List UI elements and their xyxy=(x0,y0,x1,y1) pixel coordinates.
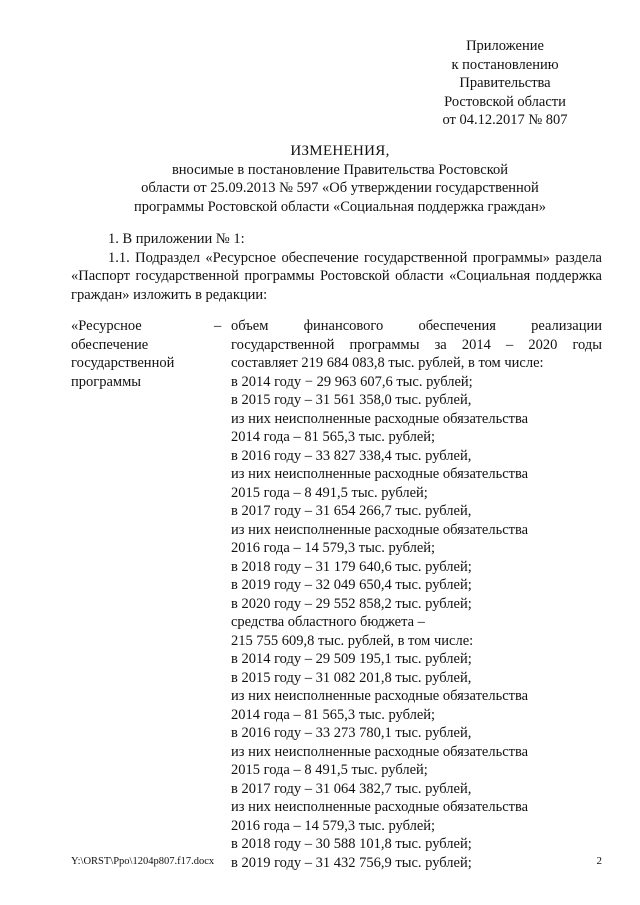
document-heading xyxy=(70,142,610,216)
content-line: государственной программы за 2014 – 2020 годы xyxy=(231,336,602,353)
content-line: в 2016 году – 33 273 780,1 тыс. рублей, xyxy=(231,725,472,741)
appendix-note xyxy=(420,37,590,130)
content-line: из них неисполненные расходные обязательства xyxy=(231,743,529,760)
heading-title: ИЗМЕНЕНИЯ, xyxy=(290,143,390,159)
content-line: объем финансового обеспечения реализации xyxy=(231,318,602,334)
resource-label xyxy=(71,317,201,391)
content-line: 2016 года – 14 579,3 тыс. рублей; xyxy=(231,540,436,556)
content-line: из них неисполненные расходные обязательства xyxy=(231,466,529,482)
heading-line: области от 25.09.2013 № 597 «Об утверждении государственной xyxy=(141,180,539,196)
content-line: из них неисполненные расходные обязательства xyxy=(231,688,529,704)
content-line: в 2017 году – 31 654 266,7 тыс. рублей, xyxy=(231,503,472,519)
content-line: в 2018 году – 31 179 640,6 тыс. рублей; xyxy=(231,558,472,575)
appendix-line: Приложение xyxy=(466,38,544,54)
intro-paragraph-2: 1.1. Подраздел «Ресурсное обеспечение государственной программы» раздела «Паспорт государственной программы Ростовской области «Социальная поддержка граждан» изложить в редакции: xyxy=(71,249,602,303)
content-line: из них неисполненные расходные обязательства xyxy=(231,799,529,815)
appendix-line: от 04.12.2017 № 807 xyxy=(442,112,568,128)
content-line: в 2015 году – 31 082 201,8 тыс. рублей, xyxy=(231,669,472,686)
heading-line: программы Ростовской области «Социальная поддержка граждан» xyxy=(134,198,546,215)
intro-paragraph-1: 1. В приложении № 1: xyxy=(108,231,245,247)
content-line: из них неисполненные расходные обязательства xyxy=(231,521,529,538)
content-line: в 2018 году – 30 588 101,8 тыс. рублей; xyxy=(231,836,472,852)
footer-file-path: Y:\ORST\Ppo\1204p807.f17.docx xyxy=(71,856,215,867)
content-line: в 2015 году – 31 561 358,0 тыс. рублей, xyxy=(231,392,472,408)
content-line: в 2017 году – 31 064 382,7 тыс. рублей, xyxy=(231,780,472,797)
intro-section xyxy=(71,230,602,304)
resource-label-line: обеспечение xyxy=(71,336,149,353)
resource-label-line: «Ресурсное xyxy=(71,318,142,334)
resource-content xyxy=(231,317,602,872)
content-line: в 2019 году – 32 049 650,4 тыс. рублей; xyxy=(231,577,472,593)
appendix-line: Ростовской области xyxy=(444,93,566,110)
content-line: составляет 219 684 083,8 тыс. рублей, в том числе: xyxy=(231,355,544,371)
content-line: 2014 года – 81 565,3 тыс. рублей; xyxy=(231,706,436,723)
resource-label-line: государственной xyxy=(71,355,175,371)
appendix-line: к постановлению xyxy=(451,56,559,73)
content-line: в 2019 году – 31 432 756,9 тыс. рублей; xyxy=(231,854,472,871)
resource-label-line: программы xyxy=(71,373,141,390)
content-line: 2015 года – 8 491,5 тыс. рублей; xyxy=(231,762,428,778)
content-line: в 2014 году − 29 963 607,6 тыс. рублей; xyxy=(231,373,473,390)
content-line: из них неисполненные расходные обязательства xyxy=(231,410,529,427)
content-line: в 2020 году – 29 552 858,2 тыс. рублей; xyxy=(231,595,472,612)
content-line: в 2014 году – 29 509 195,1 тыс. рублей; xyxy=(231,651,472,667)
page-number: 2 xyxy=(596,855,602,867)
content-line: средства областного бюджета – xyxy=(231,614,425,630)
label-dash: – xyxy=(214,318,222,334)
content-line: 2015 года – 8 491,5 тыс. рублей; xyxy=(231,484,428,501)
content-line: в 2016 году – 33 827 338,4 тыс. рублей, xyxy=(231,447,472,464)
content-line: 2016 года – 14 579,3 тыс. рублей; xyxy=(231,817,436,834)
content-line: 215 755 609,8 тыс. рублей, в том числе: xyxy=(231,632,474,649)
appendix-line: Правительства xyxy=(459,75,551,91)
content-line: 2014 года – 81 565,3 тыс. рублей; xyxy=(231,429,436,445)
heading-line: вносимые в постановление Правительства Ростовской xyxy=(171,161,509,178)
